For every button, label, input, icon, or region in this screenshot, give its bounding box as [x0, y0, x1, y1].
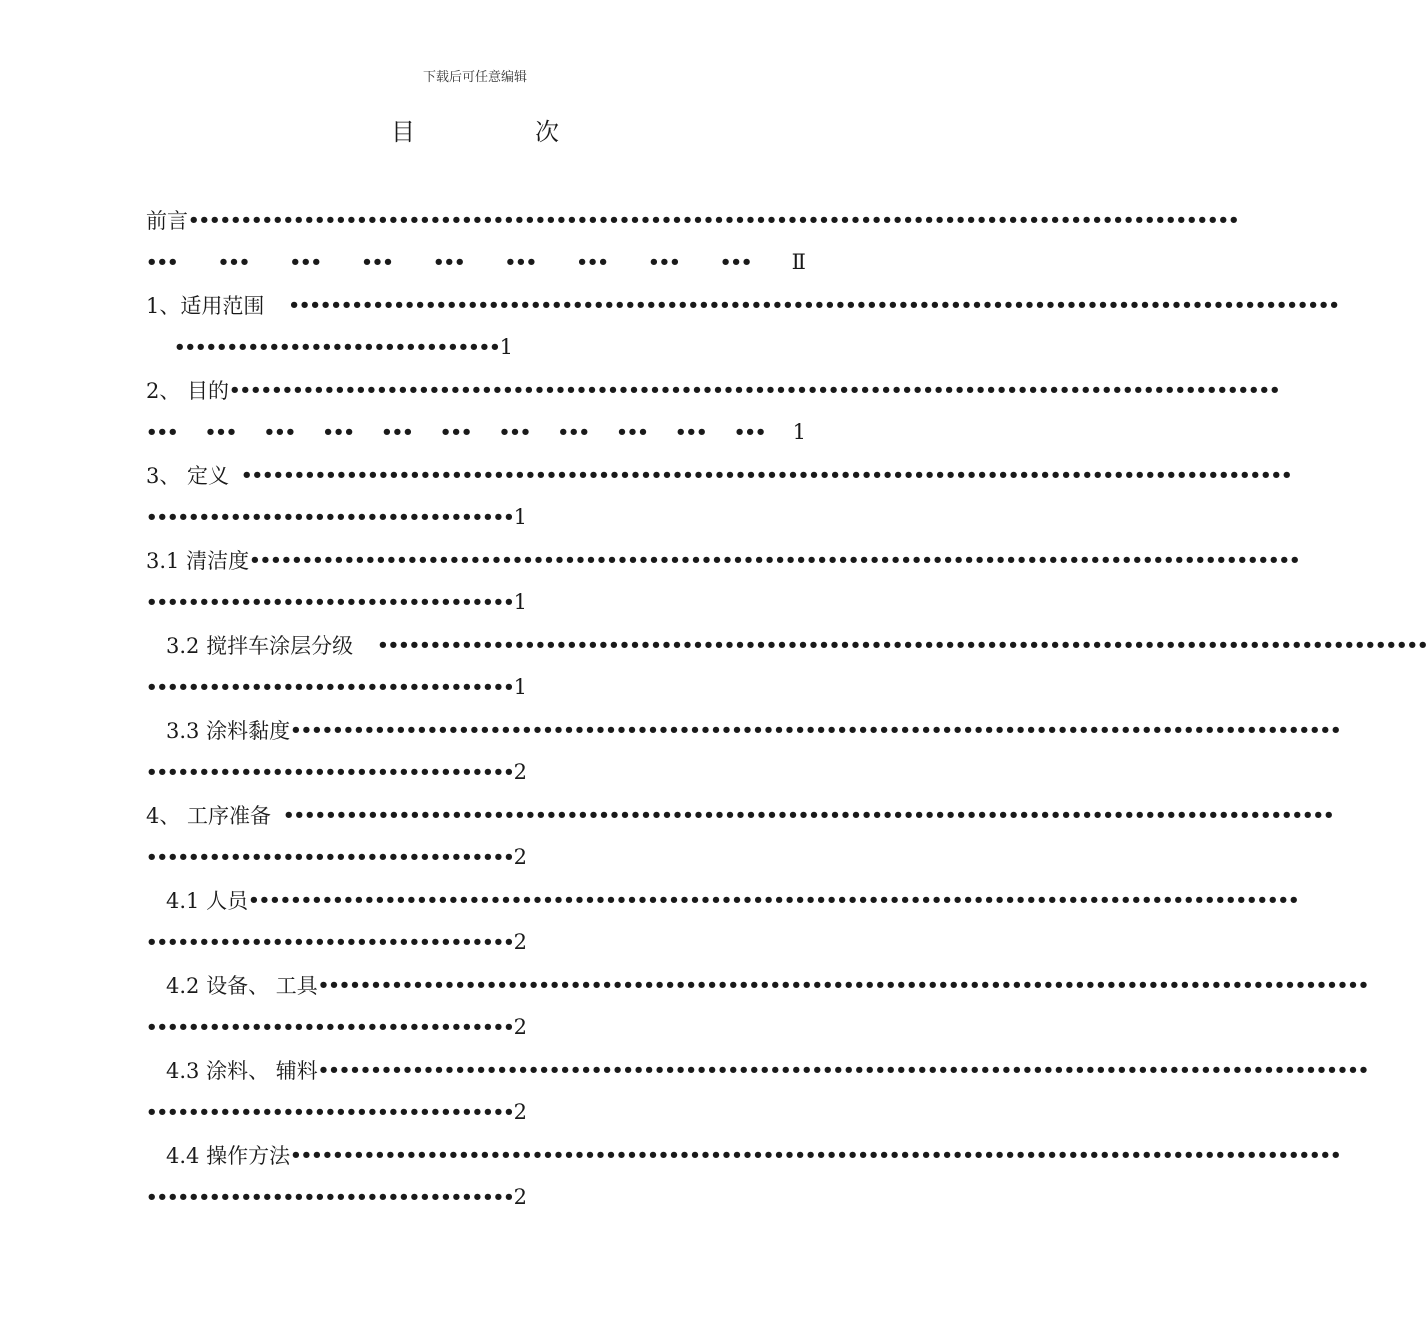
toc-entry-cleanliness-cont	[146, 582, 528, 622]
toc-leader-dots: •••••••••••••••••••••••••••••••••••	[146, 931, 514, 953]
toc-entry-viscosity[interactable]	[166, 710, 1341, 750]
toc-entry-label: 4.2 设备、 工具	[166, 974, 318, 998]
toc-leader-dots: •••	[498, 421, 531, 443]
toc-entry-label: 4.1 人员	[166, 889, 249, 913]
toc-leader-dots: •••	[361, 251, 393, 273]
toc-entry-viscosity-cont	[146, 752, 528, 792]
toc-leader-dots: •••••••••••••••••••••••••••••••••••	[146, 506, 514, 528]
toc-leader-dots: •••••••••••••••••••••••••••••••••••	[146, 1186, 514, 1208]
toc-entry-materials[interactable]	[166, 1050, 1369, 1090]
toc-leader-dots: •••••••••••••••••••••••••••••••••••	[146, 676, 514, 698]
toc-leader-dots: •••	[576, 251, 608, 273]
toc-leader-dots: ••••••••••••••••••••••••••••••••••••••••••••••••••••••••••••••••••••••••••••••••••••••••••••••••••••	[377, 634, 1428, 656]
toc-leader-dots: •••••••••••••••••••••••••••••••••••	[146, 846, 514, 868]
toc-leader-dots: ••••••••••••••••••••••••••••••••••••••••••••••••••••••••••••••••••••••••••••••••••••••••••••••••••••	[317, 1059, 1369, 1081]
toc-leader-dots: •••••••••••••••••••••••••••••••••••	[146, 591, 514, 613]
toc-entry-preface-cont	[146, 242, 806, 282]
toc-page-number: 1	[513, 590, 528, 614]
toc-leader-dots: ••••••••••••••••••••••••••••••••••••••••••••••••••••••••••••••••••••••••••••••••••••••••••••••••••••	[188, 209, 1239, 231]
toc-page-number: 2	[513, 1185, 528, 1209]
toc-leader-dots: •••	[675, 421, 707, 443]
toc-entry-definitions[interactable]	[146, 455, 1292, 495]
toc-leader-dots: ••••••••••••••••••••••••••••••••••••••••••••••••••••••••••••••••••••••••••••••••••••••••••••••••••••	[290, 1144, 1341, 1166]
toc-page-number: 2	[513, 1015, 528, 1039]
toc-page-number: 2	[513, 930, 528, 954]
toc-leader-dots: •••••••••••••••••••••••••••••••••••	[146, 1101, 514, 1123]
toc-leader-dots: ••••••••••••••••••••••••••••••••••••••••••••••••••••••••••••••••••••••••••••••••••••••••••••••••••••	[317, 974, 1369, 996]
toc-entry-label: 1、适用范围	[146, 294, 265, 318]
toc-entry-personnel-cont	[146, 922, 528, 962]
toc-entry-preface[interactable]	[146, 200, 1239, 240]
toc-leader-dots: ••••••••••••••••••••••••••••••••••••••••••••••••••••••••••••••••••••••••••••••••••••••••••••••••••••	[241, 464, 1292, 486]
toc-page-number: 2	[513, 1100, 528, 1124]
toc-leader-dots: •••	[146, 251, 178, 273]
toc-leader-dots: •••	[432, 251, 465, 273]
toc-page-number: 1	[513, 675, 528, 699]
toc-entry-equipment[interactable]	[166, 965, 1369, 1005]
toc-leader-dots: •••	[616, 421, 648, 443]
toc-entry-equipment-cont	[146, 1007, 528, 1047]
toc-leader-dots: •••	[648, 251, 680, 273]
toc-entry-label: 3.1 清洁度	[146, 549, 250, 573]
toc-leader-dots: •••	[217, 251, 250, 273]
toc-leader-dots: •••	[289, 251, 321, 273]
toc-page-number: 1	[499, 335, 514, 359]
toc-entry-scope-cont	[174, 327, 514, 367]
toc-entry-preparation-cont	[146, 837, 528, 877]
toc-leader-dots: •••	[263, 421, 296, 443]
toc-leader-dots: ••••••••••••••••••••••••••••••••••••••••••••••••••••••••••••••••••••••••••••••••••••••••••••••••••••	[248, 889, 1299, 911]
toc-entry-label: 4.4 操作方法	[166, 1144, 291, 1168]
toc-leader-dots: ••••••••••••••••••••••••••••••••••••••••••••••••••••••••••••••••••••••••••••••••••••••••••••••••••••	[283, 804, 1334, 826]
toc-entry-purpose-cont	[146, 412, 806, 452]
page-title: 目 次	[391, 118, 607, 146]
toc-leader-dots: •••	[504, 251, 537, 273]
toc-entry-operation[interactable]	[166, 1135, 1341, 1175]
toc-leader-dots: •••	[322, 421, 354, 443]
toc-entry-label: 2、 目的	[146, 379, 230, 403]
toc-leader-dots: •••	[733, 421, 766, 443]
toc-page-number: 2	[513, 845, 528, 869]
toc-leader-dots: ••••••••••••••••••••••••••••••••••••••••••••••••••••••••••••••••••••••••••••••••••••••••••••••••••••	[249, 549, 1300, 571]
toc-entry-coating-grade[interactable]	[166, 625, 1428, 665]
toc-entry-label: 3.2 搅拌车涂层分级	[166, 634, 354, 658]
toc-leader-dots: ••••••••••••••••••••••••••••••••••••••••••••••••••••••••••••••••••••••••••••••••••••••••••••••••••••	[288, 294, 1339, 316]
toc-leader-dots: •••••••••••••••••••••••••••••••••••	[146, 761, 514, 783]
page-header: 下载后可任意编辑	[422, 70, 527, 85]
toc-leader-dots: •••	[557, 421, 589, 443]
toc-entry-materials-cont	[146, 1092, 528, 1132]
toc-leader-dots: ••••••••••••••••••••••••••••••••••••••••••••••••••••••••••••••••••••••••••••••••••••••••••••••••••••	[290, 719, 1341, 741]
toc-entry-cleanliness[interactable]	[146, 540, 1300, 580]
toc-entry-scope[interactable]	[146, 285, 1339, 325]
toc-leader-dots: •••	[719, 251, 752, 273]
toc-entry-purpose[interactable]	[146, 370, 1280, 410]
toc-leader-dots: •••	[204, 421, 237, 443]
toc-page-number: Ⅱ	[791, 250, 806, 274]
toc-entry-definitions-cont	[146, 497, 528, 537]
toc-entry-label: 4.3 涂料、 辅料	[166, 1059, 318, 1083]
toc-entry-preparation[interactable]	[146, 795, 1334, 835]
toc-page-number: 2	[513, 760, 528, 784]
toc-leader-dots: •••••••••••••••••••••••••••••••••••	[146, 1016, 514, 1038]
toc-leader-dots: •••	[439, 421, 472, 443]
toc-entry-operation-cont	[146, 1177, 528, 1217]
toc-leader-dots: ••••••••••••••••••••••••••••••••••••••••••••••••••••••••••••••••••••••••••••••••••••••••••••••••••••	[229, 379, 1280, 401]
toc-leader-dots: •••••••••••••••••••••••••••••••	[174, 336, 500, 358]
toc-entry-label: 3、 定义	[146, 464, 230, 488]
toc-page-number: 1	[792, 420, 806, 444]
toc-leader-dots: •••	[146, 421, 178, 443]
toc-page-number: 1	[513, 505, 528, 529]
toc-leader-dots: •••	[381, 421, 413, 443]
toc-entry-label: 3.3 涂料黏度	[166, 719, 291, 743]
toc-entry-label: 4、 工序准备	[146, 804, 272, 828]
toc-entry-label: 前言	[146, 209, 188, 233]
toc-entry-coating-grade-cont	[146, 667, 528, 707]
toc-entry-personnel[interactable]	[166, 880, 1299, 920]
